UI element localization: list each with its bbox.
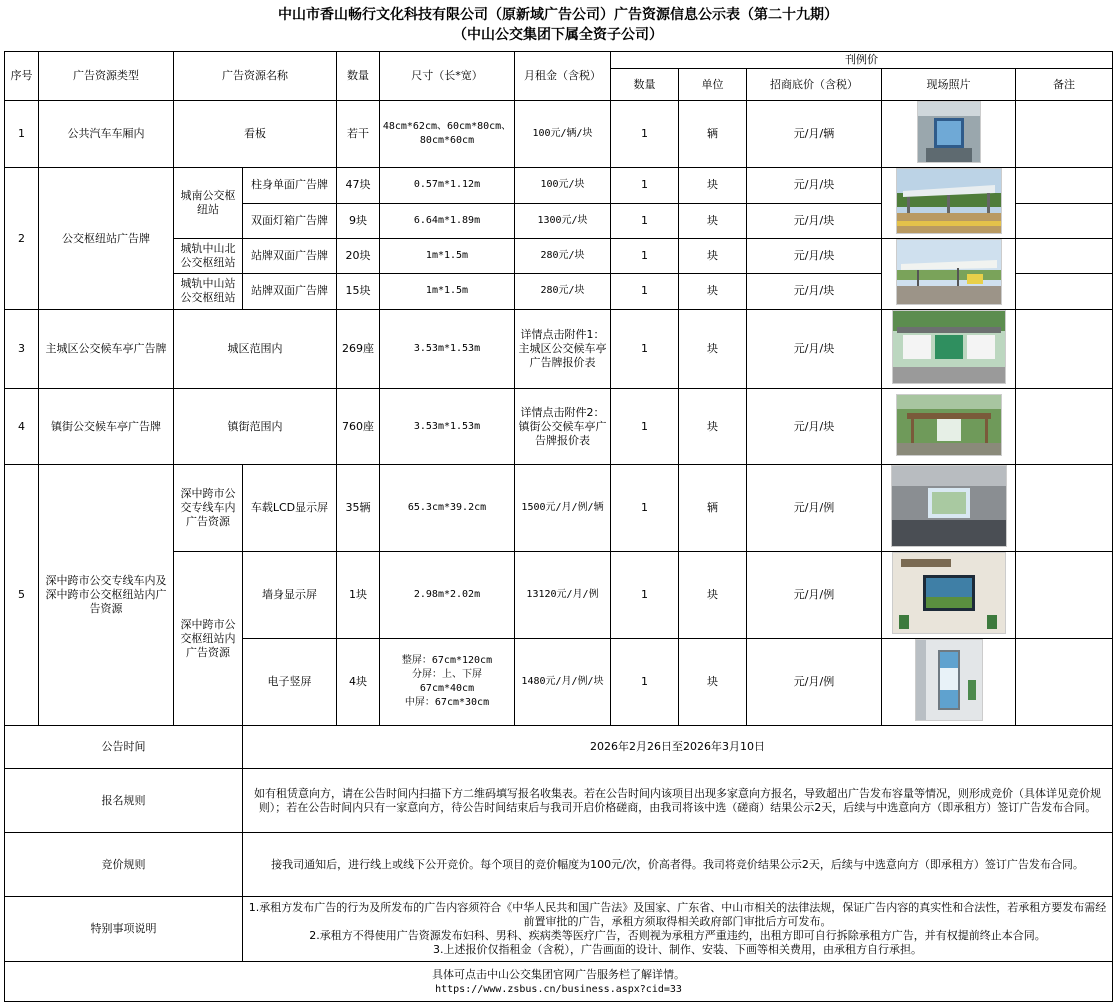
- row-size: [380, 639, 515, 726]
- row-remark: [1016, 203, 1113, 239]
- register-value: 如有租赁意向方，请在公告时间内扫描下方二维码填写报名收集表。若在公告时间内该项目出现多家意向方报名，导致超出广告发布容量等情况，则形成竞价（具体详见竞价规则）；若在公告时间内只有一家意向方，待公告时间结束后与我司开启价格磋商，由我司将该中选（磋商）结果公示2天，后续与中选意向方（即承租方）签订广告发布合同。: [243, 769, 1113, 833]
- special-item: 2.承租方不得使用广告资源发布妇科、男科、疾病类等医疗广告，否则视为承租方严重违约，出租方即可自行拆除承租方广告，并有权提前终止本合同。: [309, 929, 1046, 942]
- row-rent: 100元/辆/块: [515, 101, 611, 168]
- row-rent: 280元/块: [515, 239, 611, 274]
- row-name: 墙身显示屏: [243, 552, 337, 639]
- title-line-1: 中山市香山畅行文化科技有限公司（原新域广告公司）广告资源信息公示表（第二十九期）: [278, 7, 838, 23]
- table-row: [5, 389, 1113, 465]
- header-g-photo: 现场照片: [882, 69, 1016, 101]
- row-type: 主城区公交候车亭广告牌: [39, 310, 174, 389]
- row-g-unit: 块: [679, 389, 747, 465]
- row-seq: 5: [5, 465, 39, 726]
- notice-row: [5, 726, 1113, 769]
- row-g-qty: 1: [611, 310, 679, 389]
- footer-url[interactable]: https://www.zsbus.cn/business.aspx?cid=33: [435, 983, 682, 995]
- size-line: 整屏：67cm*120cm: [401, 655, 493, 666]
- row-g-price: 元/月/块: [747, 389, 882, 465]
- row-seq: 1: [5, 101, 39, 168]
- size-line: 中屏：67cm*30cm: [404, 697, 490, 708]
- row-seq: 3: [5, 310, 39, 389]
- row-name: 双面灯箱广告牌: [243, 203, 337, 239]
- header-qty: 数量: [337, 52, 380, 101]
- row-rent: 13120元/月/例: [515, 552, 611, 639]
- header-g-qty: 数量: [611, 69, 679, 101]
- row-g-unit: 块: [679, 273, 747, 309]
- row-size: 1m*1.5m: [380, 273, 515, 309]
- row-g-price: 元/月/块: [747, 310, 882, 389]
- row-rent: 详情点击附件1：主城区公交候车亭广告牌报价表: [515, 310, 611, 389]
- row-qty: 1块: [337, 552, 380, 639]
- header-size: 尺寸（长*宽）: [380, 52, 515, 101]
- row-name: 电子竖屏: [243, 639, 337, 726]
- row-qty: 35辆: [337, 465, 380, 552]
- row-seq: 4: [5, 389, 39, 465]
- row-size: 2.98m*2.02m: [380, 552, 515, 639]
- row-seq: 2: [5, 168, 39, 310]
- hub-station-photo: [896, 168, 1002, 234]
- bidding-row: [5, 833, 1113, 897]
- row-g-unit: 块: [679, 310, 747, 389]
- row-remark: [1016, 552, 1113, 639]
- row-name: 站牌双面广告牌: [243, 239, 337, 274]
- row-rent: 详情点击附件2：镇街公交候车亭广告牌报价表: [515, 389, 611, 465]
- row-qty: 4块: [337, 639, 380, 726]
- bus-lcd-photo: [891, 465, 1007, 547]
- table-row: [5, 465, 1113, 552]
- notice-label: 公告时间: [5, 726, 243, 769]
- row-g-price: 元/月/例: [747, 639, 882, 726]
- row-g-qty: 1: [611, 239, 679, 274]
- page-title: [0, 0, 1116, 45]
- row-qty: 760座: [337, 389, 380, 465]
- row-subgroup: 城南公交枢纽站: [174, 168, 243, 239]
- row-qty: 15块: [337, 273, 380, 309]
- bus-shelter-photo: [892, 310, 1006, 384]
- header-group: 刊例价: [611, 52, 1113, 69]
- row-rent: 1300元/块: [515, 203, 611, 239]
- row-photo: [882, 552, 1016, 639]
- row-photo: [882, 639, 1016, 726]
- row-size: 1m*1.5m: [380, 239, 515, 274]
- row-remark: [1016, 465, 1113, 552]
- row-g-unit: 辆: [679, 465, 747, 552]
- special-label: 特别事项说明: [5, 897, 243, 962]
- wall-screen-photo: [892, 552, 1006, 634]
- row-subgroup: 城轨中山北公交枢纽站: [174, 239, 243, 274]
- row-photo: [882, 465, 1016, 552]
- row-name: 车载LCD显示屏: [243, 465, 337, 552]
- size-line: 67cm*40cm: [419, 683, 475, 694]
- header-type: 广告资源类型: [39, 52, 174, 101]
- footer-row: [5, 962, 1113, 1002]
- row-g-unit: 块: [679, 239, 747, 274]
- bidding-value: 接我司通知后，进行线上或线下公开竞价。每个项目的竞价幅度为100元/次，价高者得。我司将竞价结果公示2天，后续与中选意向方（即承租方）签订广告发布合同。: [243, 833, 1113, 897]
- hub-station-photo: [896, 239, 1002, 305]
- row-g-unit: 块: [679, 552, 747, 639]
- row-remark: [1016, 273, 1113, 309]
- row-remark: [1016, 310, 1113, 389]
- row-g-unit: 块: [679, 168, 747, 204]
- row-qty: 269座: [337, 310, 380, 389]
- row-qty: 20块: [337, 239, 380, 274]
- special-item: 3.上述报价仅指租金（含税），广告画面的设计、制作、安装、下画等相关费用，由承租方自行承担。: [433, 943, 923, 956]
- row-g-price: 元/月/块: [747, 168, 882, 204]
- row-rent: 100元/块: [515, 168, 611, 204]
- row-photo: [882, 389, 1016, 465]
- header-g-remark: 备注: [1016, 69, 1113, 101]
- bidding-label: 竞价规则: [5, 833, 243, 897]
- vertical-screen-photo: [915, 639, 983, 721]
- row-size: 48cm*62cm、60cm*80cm、 80cm*60cm: [380, 101, 515, 168]
- row-size: 65.3cm*39.2cm: [380, 465, 515, 552]
- row-g-unit: 块: [679, 639, 747, 726]
- header-name: 广告资源名称: [174, 52, 337, 101]
- bus-interior-photo: [917, 101, 981, 163]
- row-subgroup: 深中跨市公交枢纽站内广告资源: [174, 552, 243, 726]
- row-photo: [882, 239, 1016, 310]
- row-rent: 1500元/月/例/辆: [515, 465, 611, 552]
- row-g-qty: 1: [611, 273, 679, 309]
- row-g-price: 元/月/块: [747, 203, 882, 239]
- row-size: 3.53m*1.53m: [380, 389, 515, 465]
- special-item: 1.承租方发布广告的行为及所发布的广告内容须符合《中华人民共和国广告法》及国家、广东省、中山市相关的法律法规，保证广告内容的真实性和合法性，若承租方要发布需经前置审批的广告，承租方须取得相关政府部门审批后方可发布。: [248, 901, 1107, 928]
- row-g-price: 元/月/块: [747, 239, 882, 274]
- title-line-2: （中山公交集团下属全资子公司）: [453, 27, 663, 43]
- row-remark: [1016, 239, 1113, 274]
- row-rent: 1480元/月/例/块: [515, 639, 611, 726]
- row-g-qty: 1: [611, 101, 679, 168]
- row-name: 看板: [174, 101, 337, 168]
- row-g-price: 元/月/例: [747, 552, 882, 639]
- row-g-qty: 1: [611, 168, 679, 204]
- row-g-price: 元/月/例: [747, 465, 882, 552]
- notice-value: 2026年2月26日至2026年3月10日: [243, 726, 1113, 769]
- row-name: 镇街范围内: [174, 389, 337, 465]
- table-row: [5, 310, 1113, 389]
- register-row: [5, 769, 1113, 833]
- row-remark: [1016, 389, 1113, 465]
- row-g-unit: 辆: [679, 101, 747, 168]
- special-row: [5, 897, 1113, 962]
- row-g-qty: 1: [611, 552, 679, 639]
- size-line: 分屏：上、下屏: [412, 669, 482, 680]
- row-name: 柱身单面广告牌: [243, 168, 337, 204]
- footer: [5, 962, 1113, 1002]
- row-remark: [1016, 639, 1113, 726]
- row-remark: [1016, 101, 1113, 168]
- row-size: 0.57m*1.12m: [380, 168, 515, 204]
- row-type: 公交枢纽站广告牌: [39, 168, 174, 310]
- header-g-unit: 单位: [679, 69, 747, 101]
- row-photo: [882, 310, 1016, 389]
- table-row: [5, 101, 1113, 168]
- row-type: 公共汽车车厢内: [39, 101, 174, 168]
- special-value: [243, 897, 1113, 962]
- row-name: 城区范围内: [174, 310, 337, 389]
- row-name: 站牌双面广告牌: [243, 273, 337, 309]
- row-rent: 280元/块: [515, 273, 611, 309]
- bus-shelter-photo: [896, 394, 1002, 456]
- row-size: 6.64m*1.89m: [380, 203, 515, 239]
- row-g-qty: 1: [611, 203, 679, 239]
- row-type: 镇街公交候车亭广告牌: [39, 389, 174, 465]
- row-qty: 47块: [337, 168, 380, 204]
- row-g-qty: 1: [611, 639, 679, 726]
- row-g-qty: 1: [611, 389, 679, 465]
- header-seq: 序号: [5, 52, 39, 101]
- row-g-unit: 块: [679, 203, 747, 239]
- row-remark: [1016, 168, 1113, 204]
- row-g-price: 元/月/辆: [747, 101, 882, 168]
- header-row-1: [5, 52, 1113, 69]
- row-size: 3.53m*1.53m: [380, 310, 515, 389]
- row-type: 深中跨市公交专线车内及深中跨市公交枢纽站内广告资源: [39, 465, 174, 726]
- header-g-price: 招商底价（含税）: [747, 69, 882, 101]
- row-g-qty: 1: [611, 465, 679, 552]
- table-row: [5, 168, 1113, 204]
- row-photo: [882, 101, 1016, 168]
- header-rent: 月租金（含税）: [515, 52, 611, 101]
- row-subgroup: 城轨中山站公交枢纽站: [174, 273, 243, 309]
- register-label: 报名规则: [5, 769, 243, 833]
- ad-resource-table: [4, 51, 1113, 1002]
- row-subgroup: 深中跨市公交专线车内广告资源: [174, 465, 243, 552]
- footer-text: 具体可点击中山公交集团官网广告服务栏了解详情。: [432, 967, 686, 981]
- row-photo: [882, 168, 1016, 239]
- row-qty: 9块: [337, 203, 380, 239]
- row-g-price: 元/月/块: [747, 273, 882, 309]
- row-qty: 若干: [337, 101, 380, 168]
